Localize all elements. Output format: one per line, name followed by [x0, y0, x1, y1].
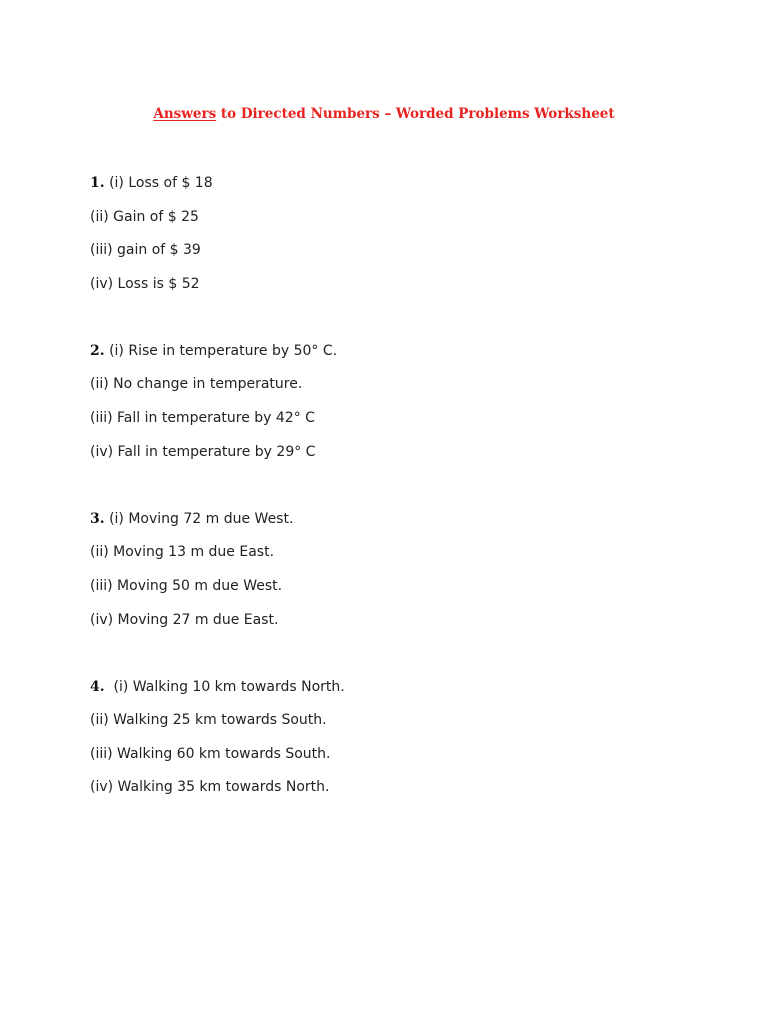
answer-line: (iv) Fall in temperature by 29° C — [90, 443, 316, 460]
question-4 — [90, 676, 730, 810]
answer-line: (iv) Walking 35 km towards North. — [90, 779, 330, 796]
answer-line: (ii) Moving 13 m due East. — [90, 544, 275, 561]
question-number: 1. — [90, 175, 105, 191]
page-title — [0, 106, 768, 122]
answer-text: (i) Rise in temperature by 50° C. — [109, 342, 338, 359]
question-number: 4. — [90, 678, 105, 695]
title-answers-word: Answers — [153, 106, 217, 122]
answer-line — [90, 508, 730, 542]
answer-line: (ii) Walking 25 km towards South. — [90, 712, 327, 729]
answers-list — [90, 172, 730, 844]
answer-line: (iv) Loss is $ 52 — [90, 275, 200, 292]
answer-line: (iv) Moving 27 m due East. — [90, 611, 279, 628]
answer-text: (i) Loss of $ 18 — [109, 175, 213, 191]
answer-line: (ii) Gain of $ 25 — [90, 208, 199, 225]
answer-line: (iii) Walking 60 km towards South. — [90, 745, 331, 762]
question-number: 2. — [90, 342, 105, 359]
answer-line: (iii) gain of $ 39 — [90, 242, 201, 259]
question-2 — [90, 340, 730, 474]
answer-line: (iii) Moving 50 m due West. — [90, 577, 283, 594]
question-3 — [90, 508, 730, 642]
answer-line — [90, 172, 730, 206]
answer-line: (ii) No change in temperature. — [90, 376, 303, 393]
question-1 — [90, 172, 730, 306]
question-number: 3. — [90, 510, 105, 527]
answer-text: (i) Moving 72 m due West. — [109, 510, 294, 527]
title-rest: to Directed Numbers – Worded Problems Worksheet — [216, 106, 615, 122]
answer-line: (iii) Fall in temperature by 42° C — [90, 410, 315, 427]
answer-line — [90, 676, 730, 710]
answer-line — [90, 340, 730, 374]
answer-text: (i) Walking 10 km towards North. — [113, 678, 345, 695]
